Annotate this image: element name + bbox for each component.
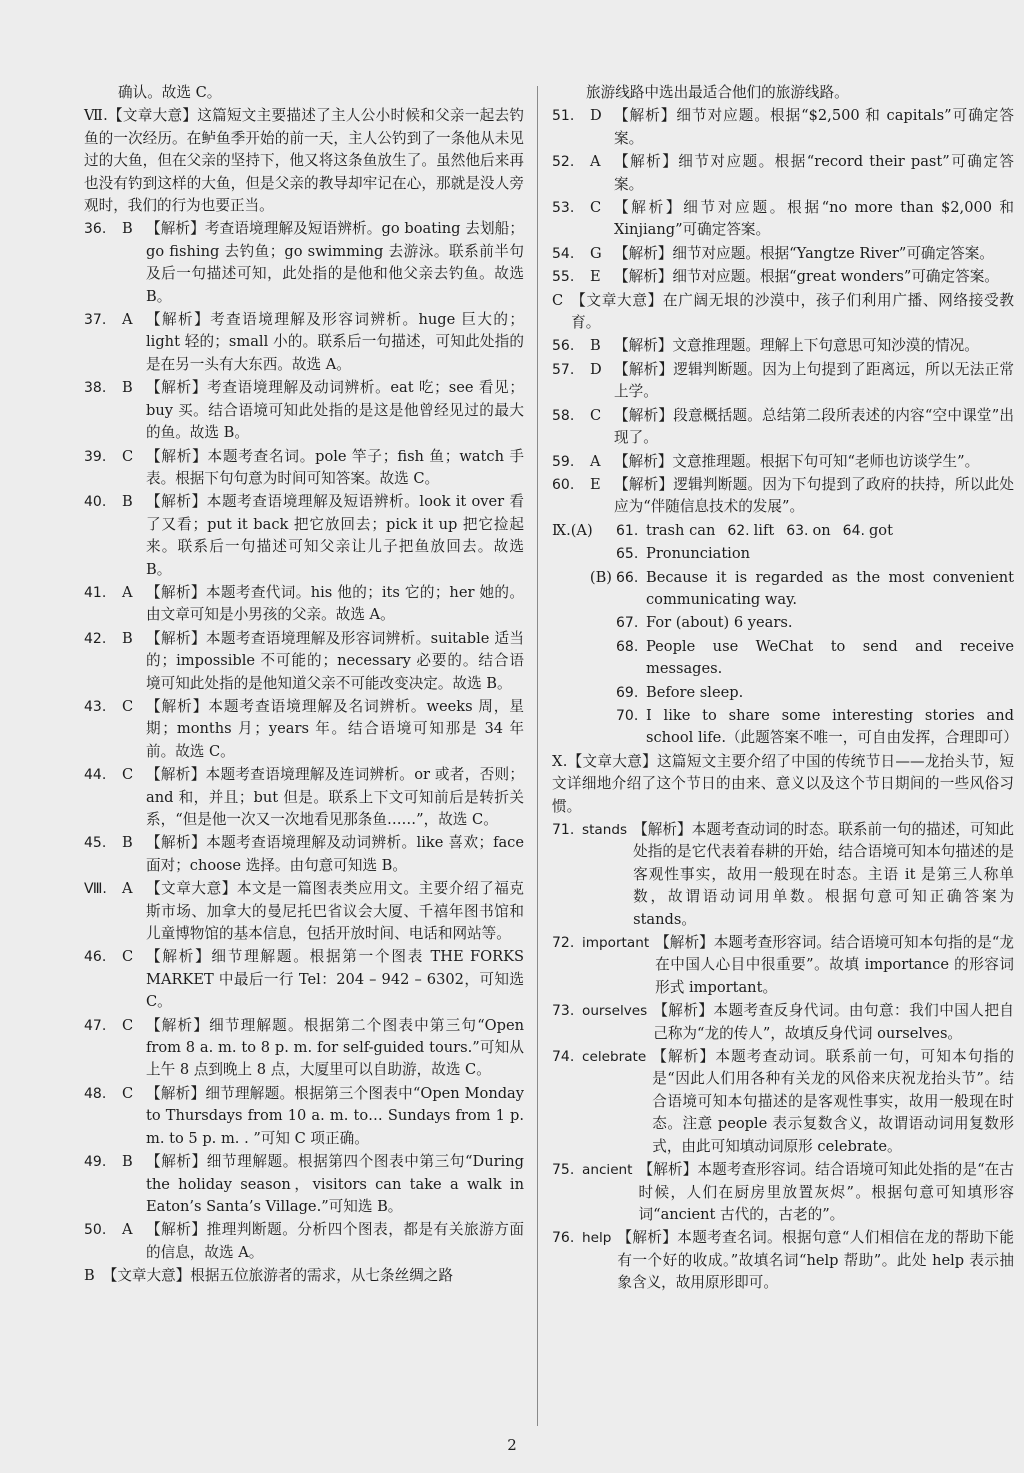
item-explanation: 【解析】本题考查形容词。结合语境可知此处指的是“在古时候，人们在厨房里放置灰烬”。根据句意可知填形容词“ancient 古代的，古老的”。 bbox=[638, 1161, 1014, 1223]
item-answer: B bbox=[122, 1153, 133, 1171]
item-answer: D bbox=[590, 107, 602, 125]
item-answer: B bbox=[122, 220, 133, 238]
short-answer-item bbox=[552, 682, 1014, 704]
item-number: 58. bbox=[552, 407, 575, 424]
answer-item bbox=[552, 151, 1014, 196]
item-explanation: 【文章大意】本文是一篇图表类应用文。主要介绍了福克斯市场、加拿大的曼尼托巴省议会大厦、千禧年图书馆和儿童博物馆的基本信息，包括开放时间、电话和网站等。 bbox=[146, 880, 524, 943]
item-answer: A bbox=[122, 1221, 133, 1239]
item-explanation: 【解析】细节对应题。根据“great wonders”可确定答案。 bbox=[614, 268, 999, 286]
item-answer: A bbox=[122, 583, 133, 601]
item-answer: help bbox=[582, 1230, 612, 1247]
item-answer-text: on bbox=[812, 521, 831, 539]
section-summary: Ⅶ.【文章大意】这篇短文主要描述了主人公小时候和父亲一起去钓鱼的一次经历。在鲈鱼季开始的前一天，主人公钓到了一条他从未见过的大鱼，但在父亲的坚持下，他又将这条鱼放生了。虽然他后来再也没有钓到这样的大鱼，但是父亲的教导却牢记在心，那就是没人旁观时，我们的行为也要正当。 bbox=[84, 107, 524, 215]
item-answer: C bbox=[122, 447, 134, 465]
item-answer: stands bbox=[582, 822, 628, 838]
item-number: 47. bbox=[84, 1017, 107, 1034]
answer-item bbox=[552, 474, 1014, 519]
item-number: 61. bbox=[616, 522, 639, 539]
item-number: 43. bbox=[84, 698, 107, 715]
answer-item bbox=[84, 1015, 524, 1082]
item-number: 53. bbox=[552, 200, 575, 217]
item-number: 52. bbox=[552, 154, 575, 171]
item-explanation: 【解析】段意概括题。总结第二段所表述的内容“空中课堂”出现了。 bbox=[614, 406, 1014, 447]
item-answer-text: trash can bbox=[646, 521, 716, 539]
item-number: 72. bbox=[552, 935, 575, 952]
item-number: 57. bbox=[552, 361, 575, 378]
item-answer: A bbox=[122, 311, 133, 329]
item-number: Ⅷ. bbox=[84, 881, 107, 898]
section-summary: Ⅹ.【文章大意】这篇短文主要介绍了中国的传统节日——龙抬头节，短文详细地介绍了这个节日的由来、意义以及这个节日期间的一些风俗习惯。 bbox=[552, 752, 1014, 815]
item-explanation: 【解析】推理判断题。分析四个图表，都是有关旅游方面的信息，故选 A。 bbox=[146, 1221, 524, 1261]
item-answer-text: got bbox=[868, 521, 893, 539]
short-answer-item bbox=[552, 705, 1018, 750]
item-number: 54. bbox=[552, 245, 575, 262]
item-answer: A bbox=[590, 153, 601, 171]
item-number: 56. bbox=[552, 338, 575, 355]
fill-blank-item bbox=[552, 1159, 1014, 1226]
continuation-text: 确认。故选 C。 bbox=[118, 84, 222, 101]
item-explanation: 【解析】本题考查反身代词。由句意：我们中国人把自己称为“龙的传人”，故填反身代词 ourselves。 bbox=[653, 1002, 1014, 1042]
item-explanation: 【解析】考查语境理解及短语辨析。go boating 去划船；go fishing 去钓鱼；go swimming 去游泳。联系前半句及后一句描述可知，此处指的是他和他父亲去钓鱼。故选 B。 bbox=[146, 220, 524, 305]
item-answer-text: lift bbox=[753, 521, 775, 539]
answer-item bbox=[84, 696, 524, 763]
item-explanation: 【解析】细节对应题。根据“no more than $2,000 和 Xinjiang”可确定答案。 bbox=[614, 199, 1014, 239]
item-number: 42. bbox=[84, 630, 107, 647]
answer-item bbox=[84, 878, 524, 945]
part-label bbox=[552, 612, 616, 634]
short-answer-item bbox=[552, 612, 1014, 634]
item-answer: E bbox=[590, 475, 601, 493]
answer-item bbox=[84, 491, 524, 581]
short-answer-item bbox=[552, 636, 1014, 681]
item-number: 75. bbox=[552, 1162, 575, 1179]
item-answer: celebrate bbox=[582, 1049, 647, 1066]
item-answer: B bbox=[122, 834, 133, 852]
answer-item bbox=[84, 309, 524, 376]
item-answer: B bbox=[122, 379, 133, 397]
item-answer: C bbox=[590, 406, 602, 424]
item-explanation: 【解析】细节对应题。根据“Yangtze River”可确定答案。 bbox=[614, 244, 994, 262]
answer-item bbox=[552, 243, 1014, 265]
item-number: 69. bbox=[616, 684, 639, 701]
item-explanation: 【解析】细节理解题。根据第二个图表中第三句“Open from 8 a. m. to 8 p. m. for self-guided tours.”可知从上午 8 点到晚上 8 点，大厦里可以自助游，故选 C。 bbox=[146, 1016, 524, 1079]
item-number: 45. bbox=[84, 835, 107, 852]
answer-item bbox=[84, 1219, 524, 1264]
part-label bbox=[552, 682, 616, 704]
item-number: 51. bbox=[552, 108, 575, 125]
item-number: 39. bbox=[84, 448, 107, 465]
answer-item bbox=[84, 1083, 524, 1150]
item-explanation: 【解析】文意推理题。理解上下句意思可知沙漠的情况。 bbox=[614, 337, 979, 355]
part-label bbox=[552, 636, 616, 681]
answer-item bbox=[552, 266, 1014, 288]
short-answer-item bbox=[552, 520, 1014, 542]
item-explanation: 【解析】考查语境理解及形容词辨析。huge 巨大的；light 轻的；small 小的。联系后一句描述，可知此处指的是在另一头有大东西。故选 A。 bbox=[146, 311, 524, 373]
item-number: 70. bbox=[616, 707, 639, 724]
answer-item bbox=[552, 405, 1014, 450]
item-answer: E bbox=[590, 268, 601, 286]
item-number: 36. bbox=[84, 221, 107, 238]
continuation-text: 旅游线路中选出最适合他们的旅游线路。 bbox=[586, 84, 849, 101]
item-number: 64. bbox=[842, 522, 865, 539]
item-answer: B bbox=[590, 337, 601, 355]
item-answer-text: Because it is regarded as the most convenient communicating way. bbox=[646, 568, 1014, 608]
subsection-text: 【文章大意】根据五位旅游者的需求，从七条丝绸之路 bbox=[102, 1267, 453, 1285]
item-answer: A bbox=[122, 880, 133, 898]
item-answer: ancient bbox=[582, 1162, 633, 1179]
item-answer: ourselves bbox=[582, 1003, 648, 1020]
item-number: 50. bbox=[84, 1222, 107, 1239]
part-label: (B) bbox=[589, 568, 612, 586]
item-answer-text: People use WeChat to send and receive messages. bbox=[646, 637, 1014, 678]
item-answer-text: Pronunciation bbox=[646, 545, 751, 563]
answer-item bbox=[552, 105, 1014, 150]
item-explanation: 【解析】逻辑判断题。因为下句提到了政府的扶持，所以此处应为“伴随信息技术的发展”。 bbox=[614, 475, 1014, 516]
short-answer-item bbox=[552, 543, 1014, 565]
item-explanation: 【解析】本题考查代词。his 他的；its 它的；her 她的。由文章可知是小男孩的父亲。故选 A。 bbox=[146, 583, 524, 624]
item-explanation: 【解析】本题考查名词。根据句意“人们相信在龙的帮助下能有一个好的收成。”故填名词“help 帮助”。此处 help 表示抽象含义，故用原形即可。 bbox=[617, 1229, 1014, 1292]
item-answer: C bbox=[590, 199, 602, 217]
item-number: 59. bbox=[552, 453, 575, 470]
fill-blank-item bbox=[552, 932, 1014, 999]
item-number: 38. bbox=[84, 380, 107, 397]
item-explanation: 【解析】细节理解题。根据第一个图表 THE FORKS MARKET 中最后一行 Tel：204 – 942 – 6302，可知选 C。 bbox=[146, 948, 524, 1011]
answer-item bbox=[84, 446, 524, 491]
fill-blank-item bbox=[552, 1000, 1014, 1045]
item-answer: C bbox=[122, 1016, 134, 1034]
item-answer: important bbox=[582, 935, 650, 952]
answer-item bbox=[84, 628, 524, 695]
fill-blank-item bbox=[552, 1227, 1014, 1294]
item-number: 66. bbox=[616, 569, 639, 586]
item-number: 60. bbox=[552, 476, 575, 493]
item-number: 40. bbox=[84, 494, 107, 511]
fill-blank-item bbox=[552, 819, 1014, 931]
part-label bbox=[552, 705, 616, 750]
item-number: 76. bbox=[552, 1230, 575, 1247]
item-answer: B bbox=[122, 629, 133, 647]
item-number: 74. bbox=[552, 1049, 575, 1066]
item-explanation: 【解析】本题考查动词。联系前一句，可知本句指的是“因此人们用各种有关龙的风俗来庆祝龙抬头节”。结合语境可知本句描述的是客观性事实，故用一般现在时态。注意 people 表示复数含义，故谓语动词用复数形式，由此可知填动词原形 celebrate。 bbox=[652, 1048, 1014, 1155]
subsection-summary bbox=[552, 290, 1014, 335]
answer-item bbox=[84, 764, 524, 831]
column-divider bbox=[537, 86, 538, 1426]
item-explanation: 【解析】逻辑判断题。因为上句提到了距离远，所以无法正常上学。 bbox=[614, 360, 1014, 401]
item-number: 68. bbox=[616, 638, 639, 655]
subsection-text: 【文章大意】在广阔无垠的沙漠中，孩子们利用广播、网络接受教育。 bbox=[571, 291, 1014, 332]
item-number: 71. bbox=[552, 822, 575, 838]
item-number: 55. bbox=[552, 269, 575, 286]
short-answer-item bbox=[552, 567, 1014, 612]
answer-item bbox=[84, 1151, 524, 1218]
left-column bbox=[84, 82, 524, 1289]
answer-item bbox=[552, 335, 1014, 357]
item-answer: G bbox=[590, 244, 602, 262]
item-number: 41. bbox=[84, 584, 107, 601]
item-answer: D bbox=[590, 360, 602, 378]
item-explanation: 【解析】细节理解题。根据第四个图表中第三句“During the holiday season，visitors can take a walk in Eaton’s Santa’s Village.”可知选 B。 bbox=[146, 1153, 524, 1215]
part-label bbox=[552, 543, 616, 565]
answer-item bbox=[84, 377, 524, 444]
item-explanation: 【解析】本题考查名词。pole 竿子；fish 鱼；watch 手表。根据下句句意为时间可知答案。故选 C。 bbox=[146, 447, 524, 487]
item-number: 44. bbox=[84, 767, 107, 784]
item-number: 49. bbox=[84, 1154, 107, 1171]
item-number: 46. bbox=[84, 949, 107, 966]
answer-item bbox=[552, 197, 1014, 242]
item-explanation: 【解析】考查语境理解及动词辨析。eat 吃；see 看见；buy 买。结合语境可知此处指的是这是他曾经见过的最大的鱼。故选 B。 bbox=[146, 379, 524, 442]
item-number: 67. bbox=[616, 615, 639, 632]
item-answer: C bbox=[122, 1084, 134, 1102]
item-explanation: 【解析】本题考查语境理解及名词辨析。weeks 周，星期；months 月；years 年。结合语境可知那是 34 年前。故选 C。 bbox=[146, 697, 524, 760]
item-explanation: 【解析】本题考查形容词。结合语境可知本句指的是“龙在中国人心目中很重要”。故填 importance 的形容词形式 important。 bbox=[655, 934, 1014, 996]
item-explanation: 【解析】细节对应题。根据“record their past”可确定答案。 bbox=[614, 153, 1014, 193]
item-answer: C bbox=[122, 948, 134, 966]
subsection-letter: B bbox=[84, 1267, 95, 1285]
item-explanation: 【解析】细节对应题。根据“$2,500 和 capitals”可确定答案。 bbox=[614, 107, 1014, 147]
part-label: Ⅸ.(A) bbox=[552, 521, 593, 539]
item-answer-text: I like to share some interesting stories and school life.（此题答案不唯一，可自由发挥，合理即可） bbox=[646, 706, 1018, 747]
right-column bbox=[552, 82, 1018, 1296]
item-answer: A bbox=[590, 452, 601, 470]
item-answer: C bbox=[122, 697, 134, 715]
answer-item bbox=[84, 832, 524, 877]
item-explanation: 【解析】本题考查动词的时态。联系前一句的描述，可知此处指的是它代表着春耕的开始，结合语境可知本句描述的是客观性事实，故用一般现在时态。主语 it 是第三人称单数，故谓语动词用单数。根据句意可知正确答案为 stands。 bbox=[633, 821, 1014, 928]
item-explanation: 【解析】本题考查语境理解及短语辨析。look it over 看了又看；put it back 把它放回去；pick it up 把它捡起来。联系后一句描述可知父亲让儿子把鱼放回去。故选 B。 bbox=[146, 493, 524, 578]
item-answer-text: Before sleep. bbox=[646, 683, 744, 701]
item-number: 63. bbox=[786, 522, 809, 539]
item-number: 37. bbox=[84, 312, 107, 329]
item-number: 62. bbox=[727, 522, 750, 539]
fill-blank-item bbox=[552, 1046, 1014, 1158]
item-answer: C bbox=[122, 766, 134, 784]
item-explanation: 【解析】本题考查语境理解及形容词辨析。suitable 适当的；impossible 不可能的；necessary 必要的。结合语境可知此处指的是他知道父亲不可能改变决定。故选 B。 bbox=[146, 629, 524, 692]
answer-item bbox=[552, 451, 1014, 473]
item-number: 65. bbox=[616, 546, 639, 563]
item-explanation: 【解析】本题考查语境理解及连词辨析。or 或者，否则；and 和，并且；but 但是。联系上下文可知前后是转折关系，“但是他一次又一次地看见那条鱼……”，故选 C。 bbox=[146, 766, 524, 828]
item-explanation: 【解析】细节理解题。根据第三个图表中“Open Monday to Thursdays from 10 a. m. to… Sundays from 1 p. m. to 5 p. m. . ”可知 C 项正确。 bbox=[146, 1084, 524, 1147]
item-number: 73. bbox=[552, 1003, 575, 1020]
item-answer: B bbox=[122, 493, 133, 511]
item-number: 48. bbox=[84, 1085, 107, 1102]
item-explanation: 【解析】本题考查语境理解及动词辨析。like 喜欢；face 面对；choose 选择。由句意可知选 B。 bbox=[146, 834, 524, 874]
item-explanation: 【解析】文意推理题。根据下句可知“老师也访谈学生”。 bbox=[614, 452, 980, 470]
answer-item bbox=[552, 359, 1014, 404]
answer-item bbox=[84, 582, 524, 627]
answer-item bbox=[84, 946, 524, 1013]
answer-item bbox=[84, 218, 524, 308]
subsection-summary bbox=[84, 1265, 524, 1287]
subsection-letter: C bbox=[552, 291, 564, 309]
page-number: 2 bbox=[507, 1436, 517, 1454]
item-answer-text: For (about) 6 years. bbox=[646, 614, 793, 632]
